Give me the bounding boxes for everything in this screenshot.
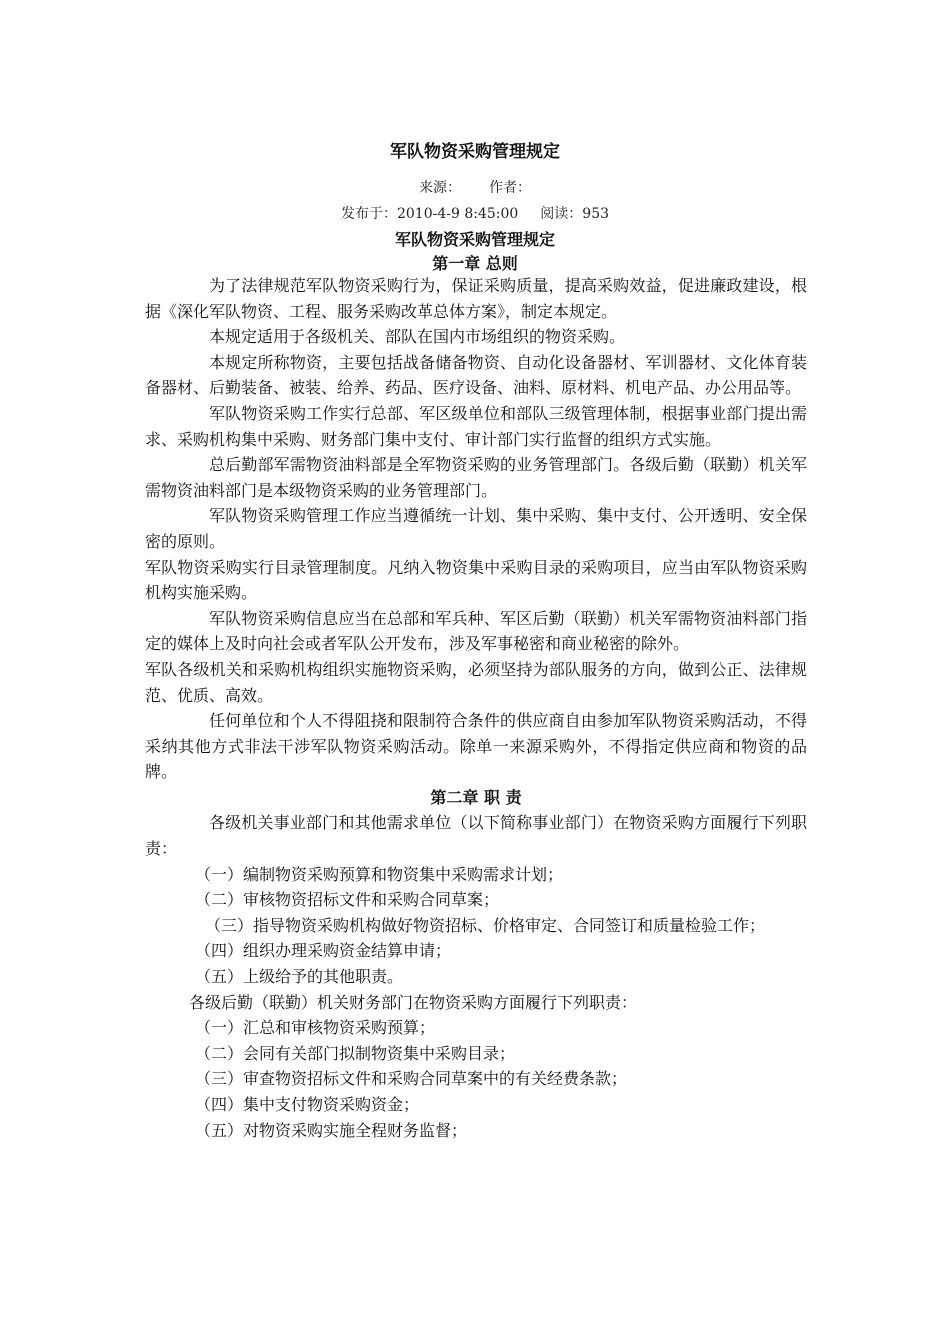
read-count: 阅读：953 (540, 206, 610, 222)
list-item: （四）集中支付物资采购资金； (195, 1095, 420, 1114)
list-item: （五）上级给予的其他职责。 (195, 967, 404, 987)
document-body (145, 273, 807, 1143)
list-item: （一）汇总和审核物资采购预算； (195, 1018, 436, 1038)
list-item: （四）组织办理采购资金结算申请； (195, 941, 452, 961)
paragraph: 各级机关事业部门和其他需求单位（以下简称事业部门）在物资采购方面履行下列职责： (145, 813, 807, 859)
list-item: （一）编制物资采购预算和物资集中采购需求计划； (195, 864, 564, 884)
list-item: （二）审核物资招标文件和采购合同草案； (195, 890, 500, 910)
paragraph: 本规定所称物资，主要包括战备储备物资、自动化设备器材、军训器材、文化体育装备器材、后勤装备、被装、给养、药品、医疗设备、油料、原材料、机电产品、办公用品等。 (145, 352, 807, 398)
source-label: 来源： (419, 180, 461, 196)
source-author-line (0, 177, 950, 197)
list-item: （三）指导物资采购机构做好物资招标、价格审定、合同签订和质量检验工作； (205, 915, 766, 935)
chapter1-heading: 第一章 总则 (432, 254, 518, 273)
paragraph: 为了法律规范军队物资采购行为，保证采购质量，提高采购效益，促进廉政建设，根据《深化军队物资、工程、服务采购改革总体方案》，制定本规定。 (145, 276, 807, 321)
paragraph: 军队物资采购实行目录管理制度。凡纳入物资集中采购目录的采购项目，应当由军队物资采购机构实施采购。 (145, 557, 807, 603)
author-label: 作者： (489, 180, 531, 196)
paragraph: 军队物资采购工作实行总部、军区级单位和部队三级管理体制，根据事业部门提出需求、采购机构集中采购、财务部门集中支付、审计部门实行监督的组织方式实施。 (145, 403, 807, 449)
document-title: 军队物资采购管理规定 (394, 230, 555, 249)
list-item: （二）会同有关部门拟制物资集中采购目录； (195, 1043, 516, 1063)
list-item: （三）审查物资招标文件和采购合同草案中的有关经费条款； (195, 1069, 628, 1089)
list-item: （五）对物资采购实施全程财务监督； (195, 1120, 468, 1140)
paragraph: 军队物资采购信息应当在总部和军兵种、军区后勤（联勤）机关军需物资油料部门指定的媒体上及时向社会或者军队公开发布，涉及军事秘密和商业秘密的除外。 (145, 608, 807, 654)
paragraph: 总后勤部军需物资油料部是全军物资采购的业务管理部门。各级后勤（联勤）机关军需物资油料部门是本级物资采购的业务管理部门。 (145, 455, 807, 500)
published-date: 发布于：2010-4-9 8:45:00 (340, 206, 519, 222)
paragraph: 本规定适用于各级机关、部队在国内市场组织的物资采购。 (209, 327, 626, 347)
publish-info-line (0, 203, 950, 223)
paragraph: 军队各级机关和采购机构组织实施物资采购，必须坚持为部队服务的方向，做到公正、法律规范、优质、高效。 (145, 659, 807, 705)
page-title: 军队物资采购管理规定 (390, 142, 560, 162)
paragraph: 军队物资采购管理工作应当遵循统一计划、集中采购、集中支付、公开透明、安全保密的原则。 (145, 506, 807, 551)
paragraph: 各级后勤（联勤）机关财务部门在物资采购方面履行下列职责： (189, 992, 638, 1012)
chapter2-heading: 第二章 职 责 (430, 787, 522, 807)
paragraph: 任何单位和个人不得阻挠和限制符合条件的供应商自由参加军队物资采购活动，不得采纳其他方式非法干涉军队物资采购活动。除单一来源采购外，不得指定供应商和物资的品牌。 (145, 711, 807, 782)
